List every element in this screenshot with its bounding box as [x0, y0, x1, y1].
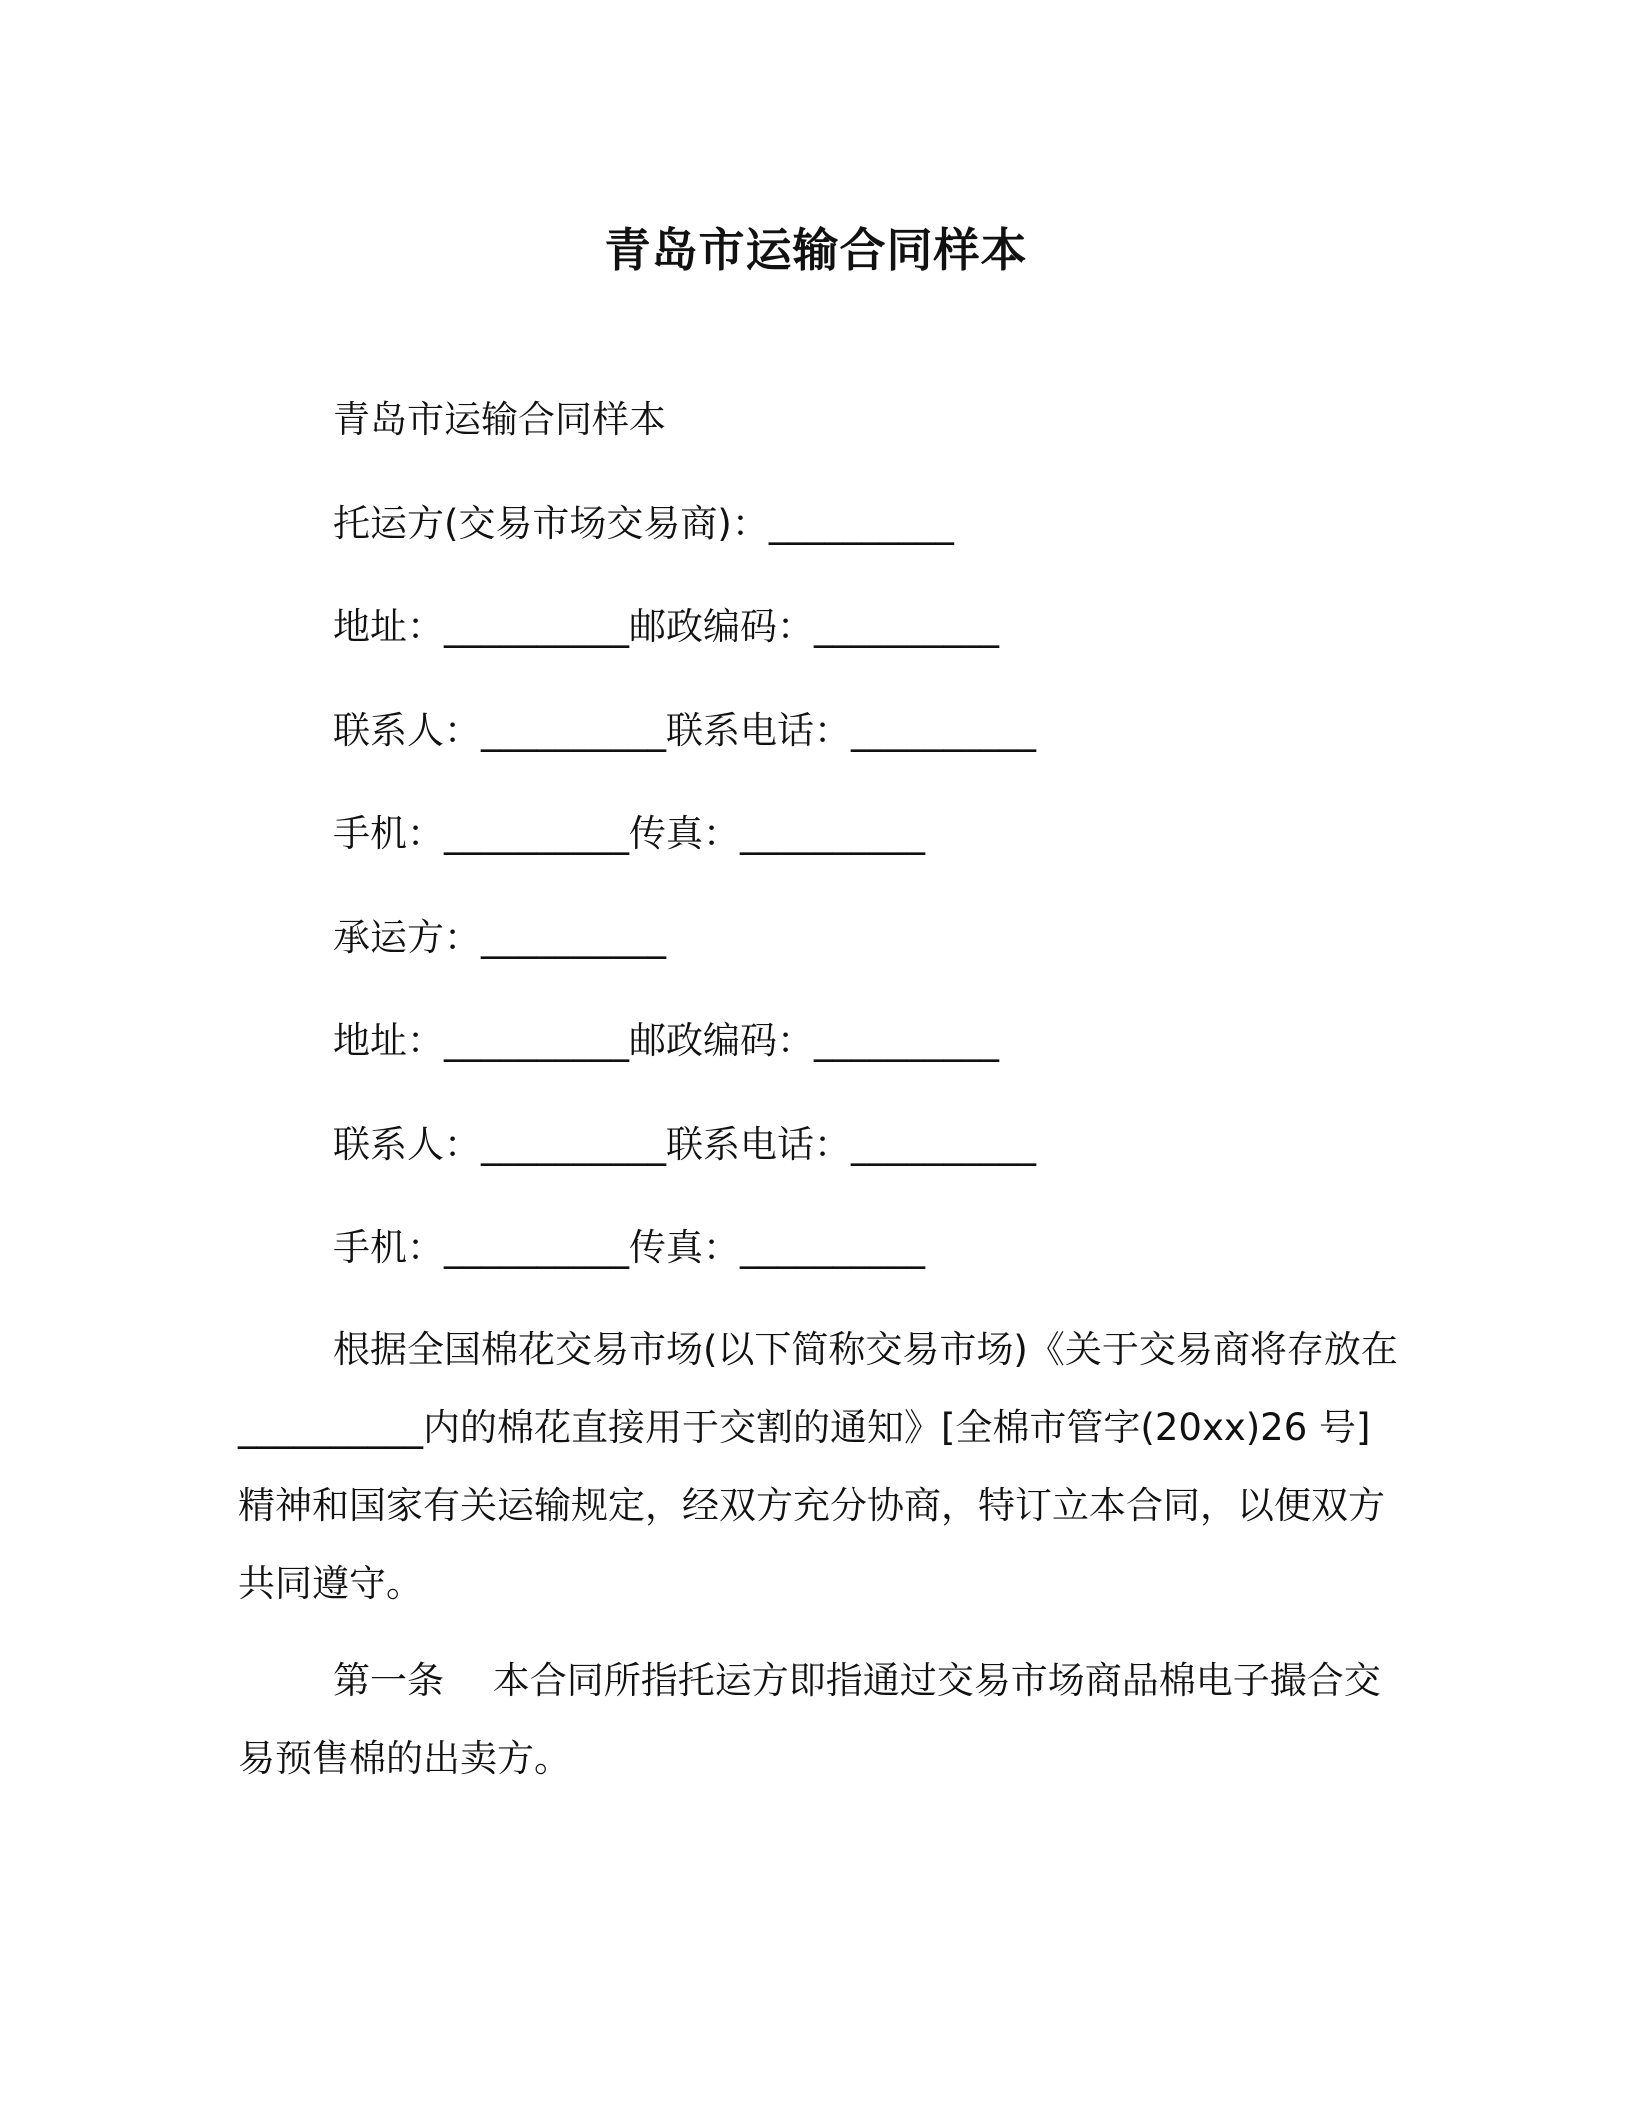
article-1-paragraph: 第一条 本合同所指托运方即指通过交易市场商品棉电子撮合交易预售棉的出卖方。 — [238, 1659, 1381, 1780]
consignor-contact-line: 联系人：__________联系电话：__________ — [333, 709, 1036, 752]
document-subtitle: 青岛市运输合同样本 — [333, 398, 666, 441]
document-title: 青岛市运输合同样本 — [604, 223, 1028, 277]
preamble-paragraph: 根据全国棉花交易市场(以下简称交易市场)《关于交易商将存放在__________内的棉花直接用于交割的通知》[全棉市管字(20xx)26 号]精神和国家有关运输规定，经双方充分协商，特订立本合同，以便双方共同遵守。 — [238, 1328, 1398, 1605]
consignor-name-line: 托运方(交易市场交易商)：__________ — [333, 502, 954, 545]
consignor-address-line: 地址：__________邮政编码：__________ — [333, 605, 999, 648]
carrier-name-line: 承运方：__________ — [333, 916, 666, 959]
consignor-mobile-line: 手机：__________传真：__________ — [333, 812, 925, 855]
carrier-address-line: 地址：__________邮政编码：__________ — [333, 1019, 999, 1062]
carrier-contact-line: 联系人：__________联系电话：__________ — [333, 1123, 1036, 1166]
carrier-mobile-line: 手机：__________传真：__________ — [333, 1226, 925, 1269]
